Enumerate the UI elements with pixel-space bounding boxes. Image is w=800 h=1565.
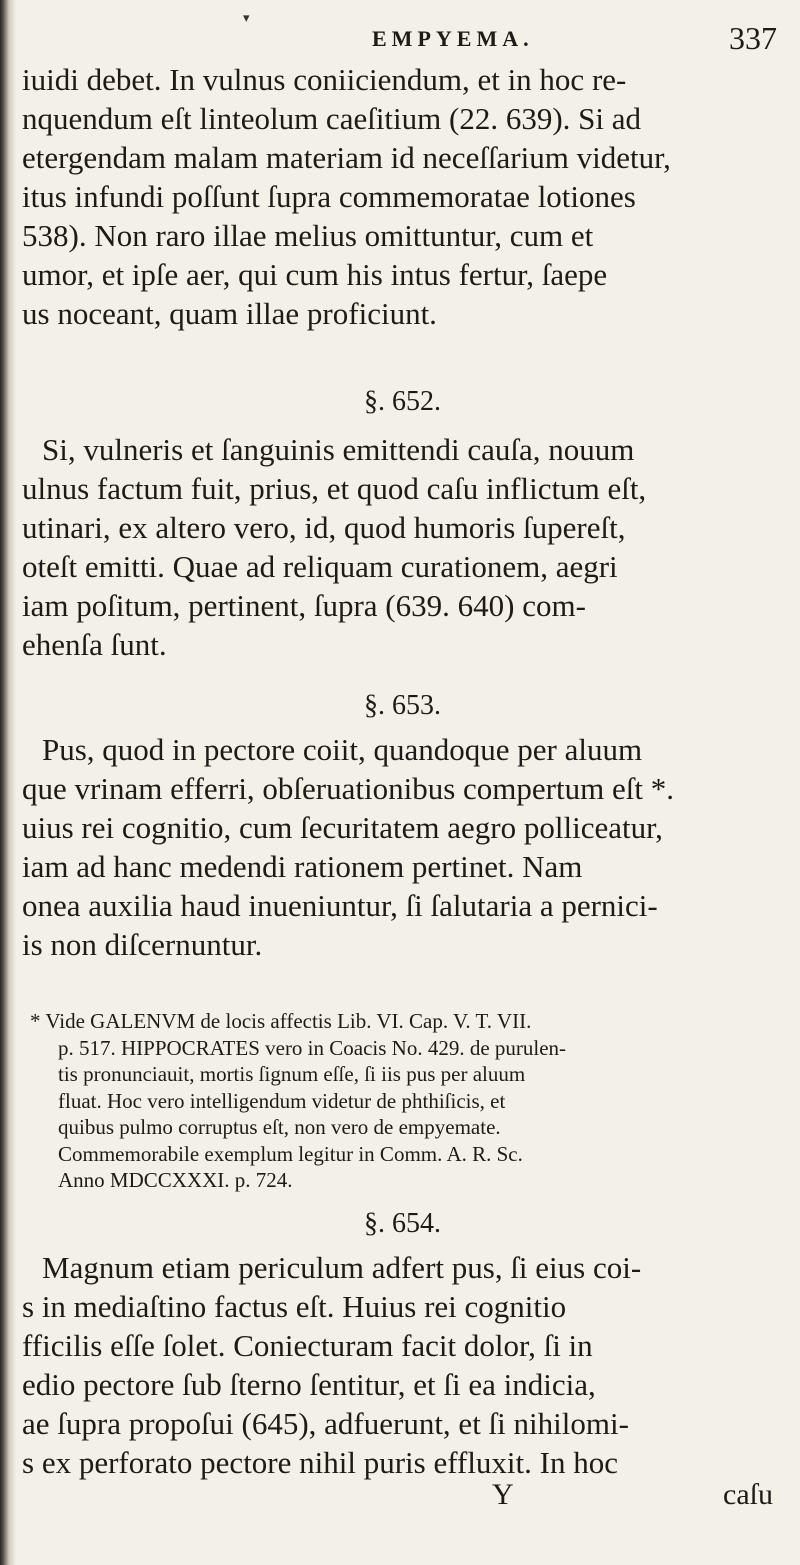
signature-mark: Y xyxy=(492,1478,514,1511)
footnote-line: * Vide GALENVM de locis affectis Lib. VI. Cap. V. T. VII. xyxy=(30,1009,532,1033)
footnote-line: p. 517. HIPPOCRATES vero in Coacis No. 429. de purulen- xyxy=(58,1035,567,1060)
section-heading-654: §. 654. xyxy=(364,1208,441,1239)
paragraph-653 xyxy=(22,730,792,964)
catchword: caſu xyxy=(723,1478,773,1511)
text-line: edio pectore ſub ſterno ſentitur, et ſi ea indicia, xyxy=(22,1367,596,1402)
running-head: EMPYEMA. xyxy=(372,26,534,51)
text-line: Magnum etiam periculum adfert pus, ſi eius coi- xyxy=(42,1250,642,1285)
text-line: is non diſcernuntur. xyxy=(22,927,263,962)
footnote-line: fluat. Hoc vero intelligendum videtur de phthiſicis, et xyxy=(58,1088,506,1113)
paragraph-1 xyxy=(22,60,792,333)
text-line: s ex perforato pectore nihil puris effluxit. In hoc xyxy=(22,1445,618,1480)
footnote-line: Anno MDCCXXXI. p. 724. xyxy=(58,1168,293,1192)
text-line: oteſt emitti. Quae ad reliquam curationem, aegri xyxy=(22,549,618,584)
text-line: umor, et ipſe aer, qui cum his intus fertur, ſaepe xyxy=(22,257,608,292)
binding-gutter xyxy=(0,0,16,1565)
text-line: Pus, quod in pectore coiit, quandoque per aluum xyxy=(42,732,643,767)
text-line: iam poſitum, pertinent, ſupra (639. 640) com- xyxy=(22,588,586,623)
paragraph-654 xyxy=(22,1248,792,1482)
text-line: ulnus factum fuit, prius, et quod caſu inflictum eſt, xyxy=(22,471,647,506)
text-line: us noceant, quam illae proficiunt. xyxy=(22,296,437,331)
text-line: uius rei cognitio, cum ſecuritatem aegro polliceatur, xyxy=(22,810,663,845)
text-line: itus infundi poſſunt ſupra commemoratae lotiones xyxy=(22,179,636,214)
text-line: iam ad hanc medendi rationem pertinet. Nam xyxy=(22,849,583,884)
text-line: Si, vulneris et ſanguinis emittendi cauſa, nouum xyxy=(42,432,635,467)
footnote-line: tis pronunciauit, mortis ſignum eſſe, ſi iis pus per aluum xyxy=(58,1062,526,1086)
footnote xyxy=(30,1008,790,1194)
text-line: nquendum eſt linteolum caeſitium (22. 639). Si ad xyxy=(22,101,642,136)
text-line: 538). Non raro illae melius omittuntur, cum et xyxy=(22,218,594,253)
paragraph-652 xyxy=(22,430,792,664)
printer-mark: ▾ xyxy=(243,10,250,25)
text-line: fficilis eſſe ſolet. Coniecturam facit dolor, ſi in xyxy=(22,1328,593,1363)
page-number: 337 xyxy=(729,20,777,56)
footnote-line: Commemorabile exemplum legitur in Comm. A. R. Sc. xyxy=(58,1141,523,1166)
footnote-line: quibus pulmo corruptus eſt, non vero de empyemate. xyxy=(58,1115,501,1139)
text-line: onea auxilia haud inueniuntur, ſi ſalutaria a pernici- xyxy=(22,888,658,923)
text-line: ae ſupra propoſui (645), adfuerunt, et ſi nihilomi- xyxy=(22,1406,629,1441)
text-line: iuidi debet. In vulnus coniiciendum, et in hoc re- xyxy=(22,62,627,97)
text-line: s in mediaſtino factus eſt. Huius rei cognitio xyxy=(22,1289,567,1324)
section-heading-653: §. 653. xyxy=(364,690,441,721)
text-line: etergendam malam materiam id neceſſarium videtur, xyxy=(22,140,671,175)
text-line: que vrinam efferri, obſeruationibus compertum eſt *. xyxy=(22,771,674,806)
section-heading-652: §. 652. xyxy=(364,386,441,417)
text-line: utinari, ex altero vero, id, quod humoris ſupereſt, xyxy=(22,510,626,545)
text-line: ehenſa ſunt. xyxy=(22,627,167,662)
